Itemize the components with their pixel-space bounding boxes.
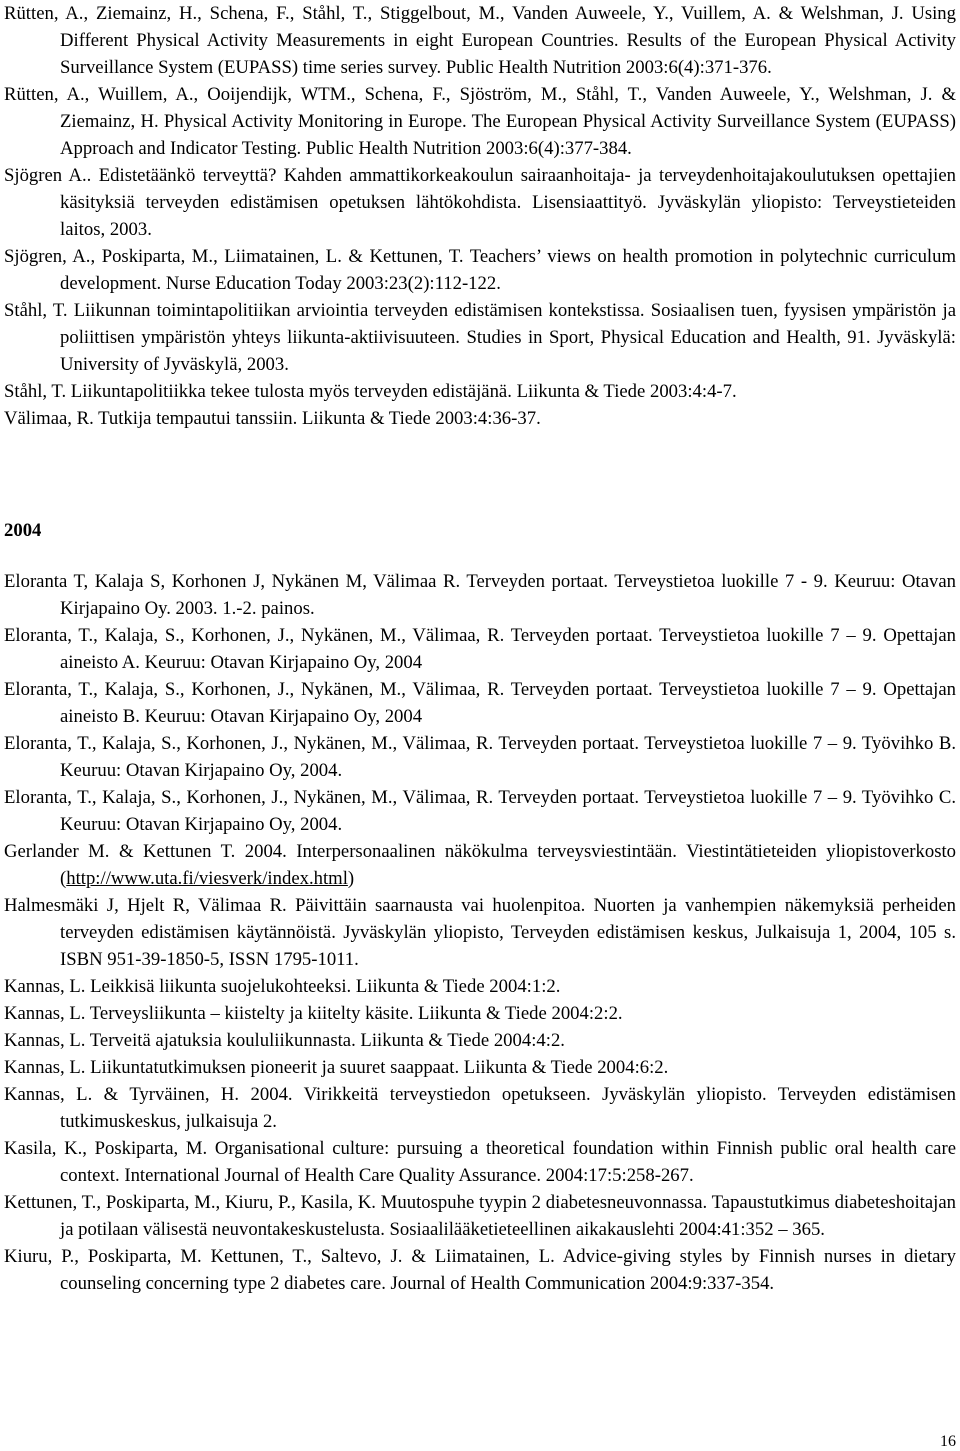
references-2004-list — [4, 568, 956, 1297]
reference-item: Kannas, L. Leikkisä liikunta suojelukohteeksi. Liikunta & Tiede 2004:1:2. — [4, 976, 561, 997]
reference-item: Kannas, L. Terveysliikunta – kiistelty ja kiitelty käsite. Liikunta & Tiede 2004:2:2. — [4, 1003, 623, 1024]
reference-text: Gerlander M. & Kettunen T. 2004. Interpersonaalinen näkökulma terveysviestintään. Viestintätieteiden yliopistoverkosto ( — [4, 841, 956, 889]
reference-text: ) — [347, 868, 355, 889]
reference-item: Rütten, A., Wuillem, A., Ooijendijk, WTM., Schena, F., Sjöström, M., Ståhl, T., Vanden Auweele, Y., Welshman, J. & Ziemainz, H. Physical Activity Monitoring in Europe. The European Physical Activity Surveillance System (EUPASS) Approach and Indicator Testing. Public Health Nutrition 2003:6(4):377-384. — [4, 84, 956, 159]
reference-item: Kannas, L. & Tyrväinen, H. 2004. Virikkeitä terveystiedon opetukseen. Jyväskylän yliopisto. Terveyden edistämisen tutkimuskeskus, julkaisuja 2. — [4, 1084, 956, 1132]
reference-item: Eloranta, T., Kalaja, S., Korhonen, J., Nykänen, M., Välimaa, R. Terveyden portaat. Terveystietoa luokille 7 – 9. Työvihko B. Keuruu: Otavan Kirjapaino Oy, 2004. — [4, 733, 956, 781]
reference-item: Ståhl, T. Liikuntapolitiikka tekee tulosta myös terveyden edistäjänä. Liikunta & Tiede 2003:4:4-7. — [4, 381, 737, 402]
reference-item: Kettunen, T., Poskiparta, M., Kiuru, P., Kasila, K. Muutospuhe tyypin 2 diabetesneuvonnassa. Tapaustutkimus diabeteshoitajan ja potilaan välisestä neuvontakeskustelusta. Sosiaalilääketieteellinen aikakauslehti 2004:41:352 – 365. — [4, 1192, 956, 1240]
reference-item: Eloranta, T., Kalaja, S., Korhonen, J., Nykänen, M., Välimaa, R. Terveyden portaat. Terveystietoa luokille 7 – 9. Opettajan aineisto B. Keuruu: Otavan Kirjapaino Oy, 2004 — [4, 679, 956, 727]
page-number: 16 — [940, 1433, 956, 1450]
reference-item: Ståhl, T. Liikunnan toimintapolitiikan arviointia terveyden edistämisen kontekstissa. Sosiaalisen tuen, fyysisen ympäristön ja poliittisen ympäristön yhteys liikunta-aktiivisuuteen. Studies in Sport, Physical Education and Health, 91. Jyväskylä: University of Jyväskylä, 2003. — [4, 300, 956, 375]
reference-item: Sjögren, A., Poskiparta, M., Liimatainen, L. & Kettunen, T. Teachers’ views on health promotion in polytechnic curriculum development. Nurse Education Today 2003:23(2):112-122. — [4, 246, 956, 294]
reference-item: Välimaa, R. Tutkija tempautui tanssiin. Liikunta & Tiede 2003:4:36-37. — [4, 408, 541, 429]
reference-item — [4, 838, 956, 892]
reference-item: Eloranta, T., Kalaja, S., Korhonen, J., Nykänen, M., Välimaa, R. Terveyden portaat. Terveystietoa luokille 7 – 9. Opettajan aineisto A. Keuruu: Otavan Kirjapaino Oy, 2004 — [4, 625, 956, 673]
references-2003-list — [4, 0, 956, 432]
reference-item: Kannas, L. Terveitä ajatuksia koululiikunnasta. Liikunta & Tiede 2004:4:2. — [4, 1030, 565, 1051]
section-heading-year: 2004 — [4, 520, 42, 541]
reference-item: Kasila, K., Poskiparta, M. Organisational culture: pursuing a theoretical foundation within Finnish public oral health care context. International Journal of Health Care Quality Assurance. 2004:17:5:258-267. — [4, 1138, 956, 1186]
reference-item: Halmesmäki J, Hjelt R, Välimaa R. Päivittäin saarnausta vai huolenpitoa. Nuorten ja vanhempien näkemyksiä perheiden terveyden edistämisen käytännöistä. Jyväskylän yliopisto, Terveyden edistämisen keskus, Julkaisuja 1, 2004, 105 s. ISBN 951-39-1850-5, ISSN 1795-1011. — [4, 895, 956, 970]
reference-item: Sjögren A.. Edistetäänkö terveyttä? Kahden ammattikorkeakoulun sairaanhoitaja- ja terveydenhoitajakoulutuksen opettajien käsityksiä terveyden edistämisen opetuksen lähtökohdista. Lisensiaattityö. Jyväskylän yliopisto: Terveystieteiden laitos, 2003. — [4, 165, 956, 240]
reference-item: Eloranta T, Kalaja S, Korhonen J, Nykänen M, Välimaa R. Terveyden portaat. Terveystietoa luokille 7 - 9. Keuruu: Otavan Kirjapaino Oy. 2003. 1.-2. painos. — [4, 571, 956, 619]
reference-item: Rütten, A., Ziemainz, H., Schena, F., Ståhl, T., Stiggelbout, M., Vanden Auweele, Y., Vuillem, A. & Welshman, J. Using Different Physical Activity Measurements in eight European Countries. Results of the European Physical Activity Surveillance System (EUPASS) time series survey. Public Health Nutrition 2003:6(4):371-376. — [4, 3, 956, 78]
reference-item: Kiuru, P., Poskiparta, M. Kettunen, T., Saltevo, J. & Liimatainen, L. Advice-giving styles by Finnish nurses in dietary counseling concerning type 2 diabetes care. Journal of Health Communication 2004:9:337-354. — [4, 1246, 956, 1294]
reference-item: Eloranta, T., Kalaja, S., Korhonen, J., Nykänen, M., Välimaa, R. Terveyden portaat. Terveystietoa luokille 7 – 9. Työvihko C. Keuruu: Otavan Kirjapaino Oy, 2004. — [4, 787, 956, 835]
reference-link[interactable]: http://www.uta.fi/viesverk/index.html — [66, 868, 348, 889]
reference-item: Kannas, L. Liikuntatutkimuksen pioneerit ja suuret saappaat. Liikunta & Tiede 2004:6:2. — [4, 1057, 669, 1078]
